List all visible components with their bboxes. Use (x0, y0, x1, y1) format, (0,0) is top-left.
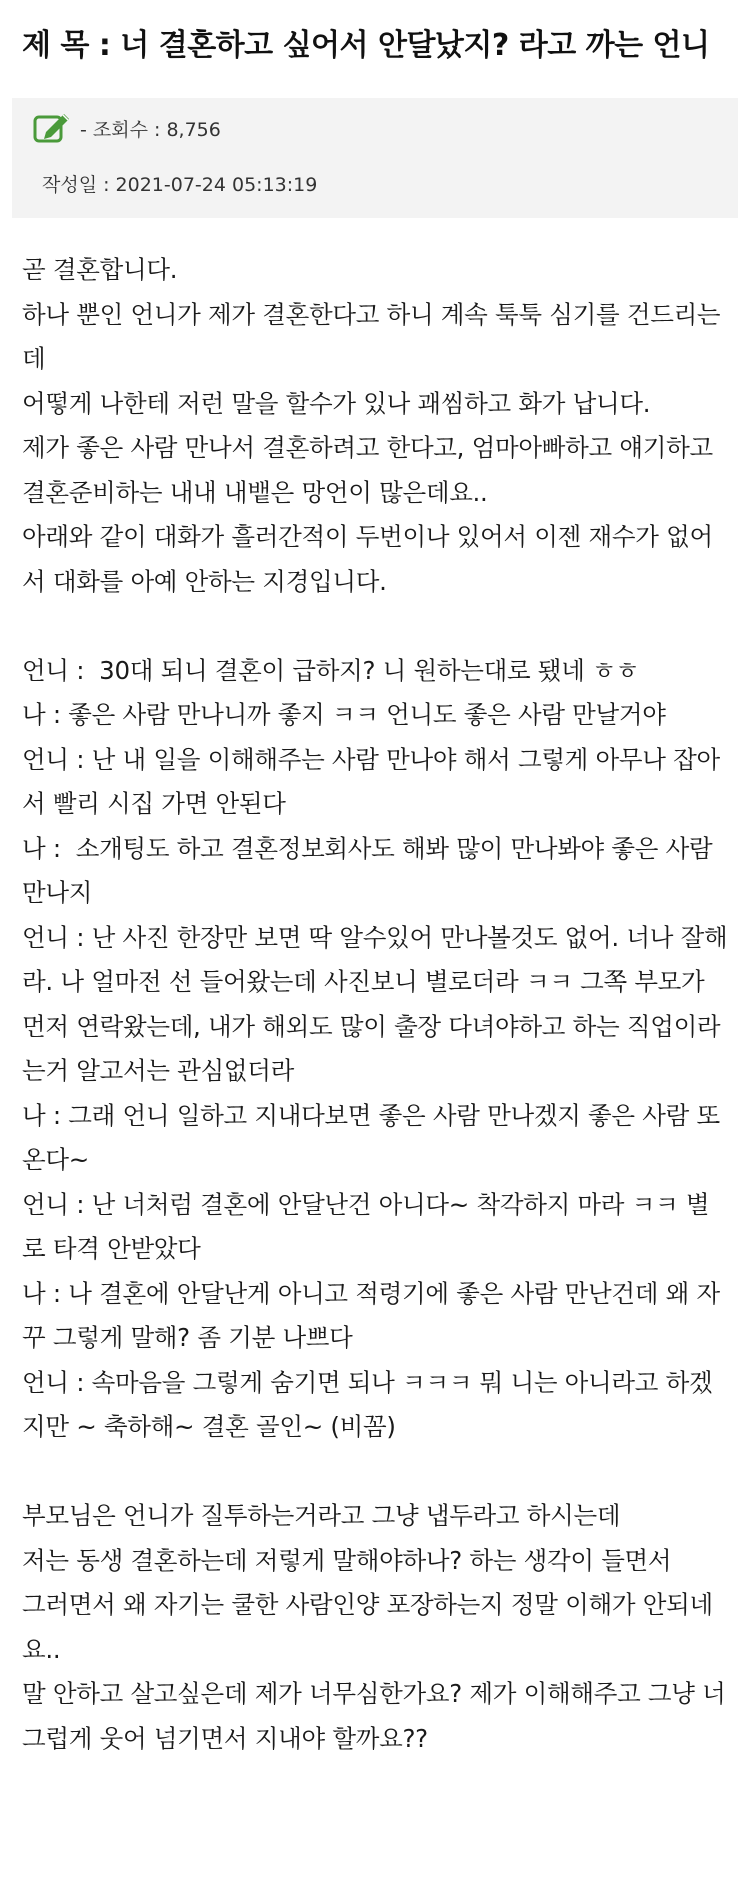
body-paragraph: 말 안하고 살고싶은데 제가 너무심한가요? 제가 이해해주고 그냥 너그럽게 웃어 넘기면서 지내야 할까요?? (22, 1679, 726, 1753)
dialogue-line: 나 : 그래 언니 일하고 지내다보면 좋은 사람 만나겠지 좋은 사람 또 온다~ (22, 1100, 728, 1174)
body-paragraph: 부모님은 언니가 질투하는거라고 그냥 냅두라고 하시는데 (22, 1501, 621, 1530)
body-paragraph: 제가 좋은 사람 만나서 결혼하려고 한다고, 엄마아빠하고 얘기하고 결혼준비하는 내내 내뱉은 망언이 많은데요.. (22, 433, 721, 507)
dialogue-line: 언니 : 속마음을 그렇게 숨기면 되나 ㅋㅋㅋ 뭐 니는 아니라고 하겠지만 ~ 축하해~ 결혼 골인~ (비꼼) (22, 1367, 713, 1441)
post-meta-box (12, 98, 738, 218)
body-paragraph: 저는 동생 결혼하는데 저렇게 말해야하나? 하는 생각이 들면서 (22, 1545, 672, 1575)
post-body (0, 218, 750, 1761)
body-paragraph: 아래와 같이 대화가 흘러간적이 두번이나 있어서 이젠 재수가 없어서 대화를 아예 안하는 지경입니다. (22, 522, 713, 596)
dialogue-line: 언니 : 30대 되니 결혼이 급하지? 니 원하는대로 됐네 ㅎㅎ (22, 655, 639, 685)
body-paragraph: 곧 결혼합니다. (22, 255, 178, 284)
post-date: 작성일 : 2021-07-24 05:13:19 (42, 174, 318, 196)
paragraph-spacer (22, 604, 728, 649)
body-paragraph: 그러면서 왜 자기는 쿨한 사람인양 포장하는지 정말 이해가 안되네요.. (22, 1590, 713, 1664)
dialogue-line: 언니 : 난 내 일을 이해해주는 사람 만나야 해서 그렇게 아무나 잡아서 빨리 시집 가면 안된다 (22, 744, 720, 818)
body-paragraph: 어떻게 나한테 저런 말을 할수가 있나 괘씸하고 화가 납니다. (22, 388, 651, 418)
body-paragraph: 하나 뿐인 언니가 제가 결혼한다고 하니 계속 툭툭 심기를 건드리는데 (22, 299, 721, 373)
post-meta-row (32, 110, 221, 146)
view-count: - 조회수 : 8,756 (80, 118, 221, 141)
dialogue-line: 나 : 소개팅도 하고 결혼정보회사도 해봐 많이 만나봐야 좋은 사람 만나지 (22, 833, 720, 907)
dialogue-line: 나 : 나 결혼에 안달난게 아니고 적령기에 좋은 사람 만난건데 왜 자꾸 그렇게 말해? 좀 기분 나쁘다 (22, 1278, 720, 1352)
post-title: 제 목 : 너 결혼하고 싶어서 안달났지? 라고 까는 언니 (22, 28, 710, 63)
paragraph-spacer (22, 1450, 728, 1495)
dialogue-line: 나 : 좋은 사람 만나니까 좋지 ㅋㅋ 언니도 좋은 사람 만날거야 (22, 700, 666, 729)
dialogue-line: 언니 : 난 사진 한장만 보면 딱 알수있어 만나볼것도 없어. 너나 잘해라. 나 얼마전 선 들어왔는데 사진보니 별로더라 ㅋㅋ 그쪽 부모가 먼저 연락왔는데, 내가 해외도 많이 출장 다녀야하고 하는 직업이라는거 알고서는 관심없더라 (22, 922, 728, 1085)
pencil-edit-icon[interactable] (32, 110, 74, 146)
dialogue-line: 언니 : 난 너처럼 결혼에 안달난건 아니다~ 착각하지 마라 ㅋㅋ 별로 타격 안받았다 (22, 1189, 710, 1263)
